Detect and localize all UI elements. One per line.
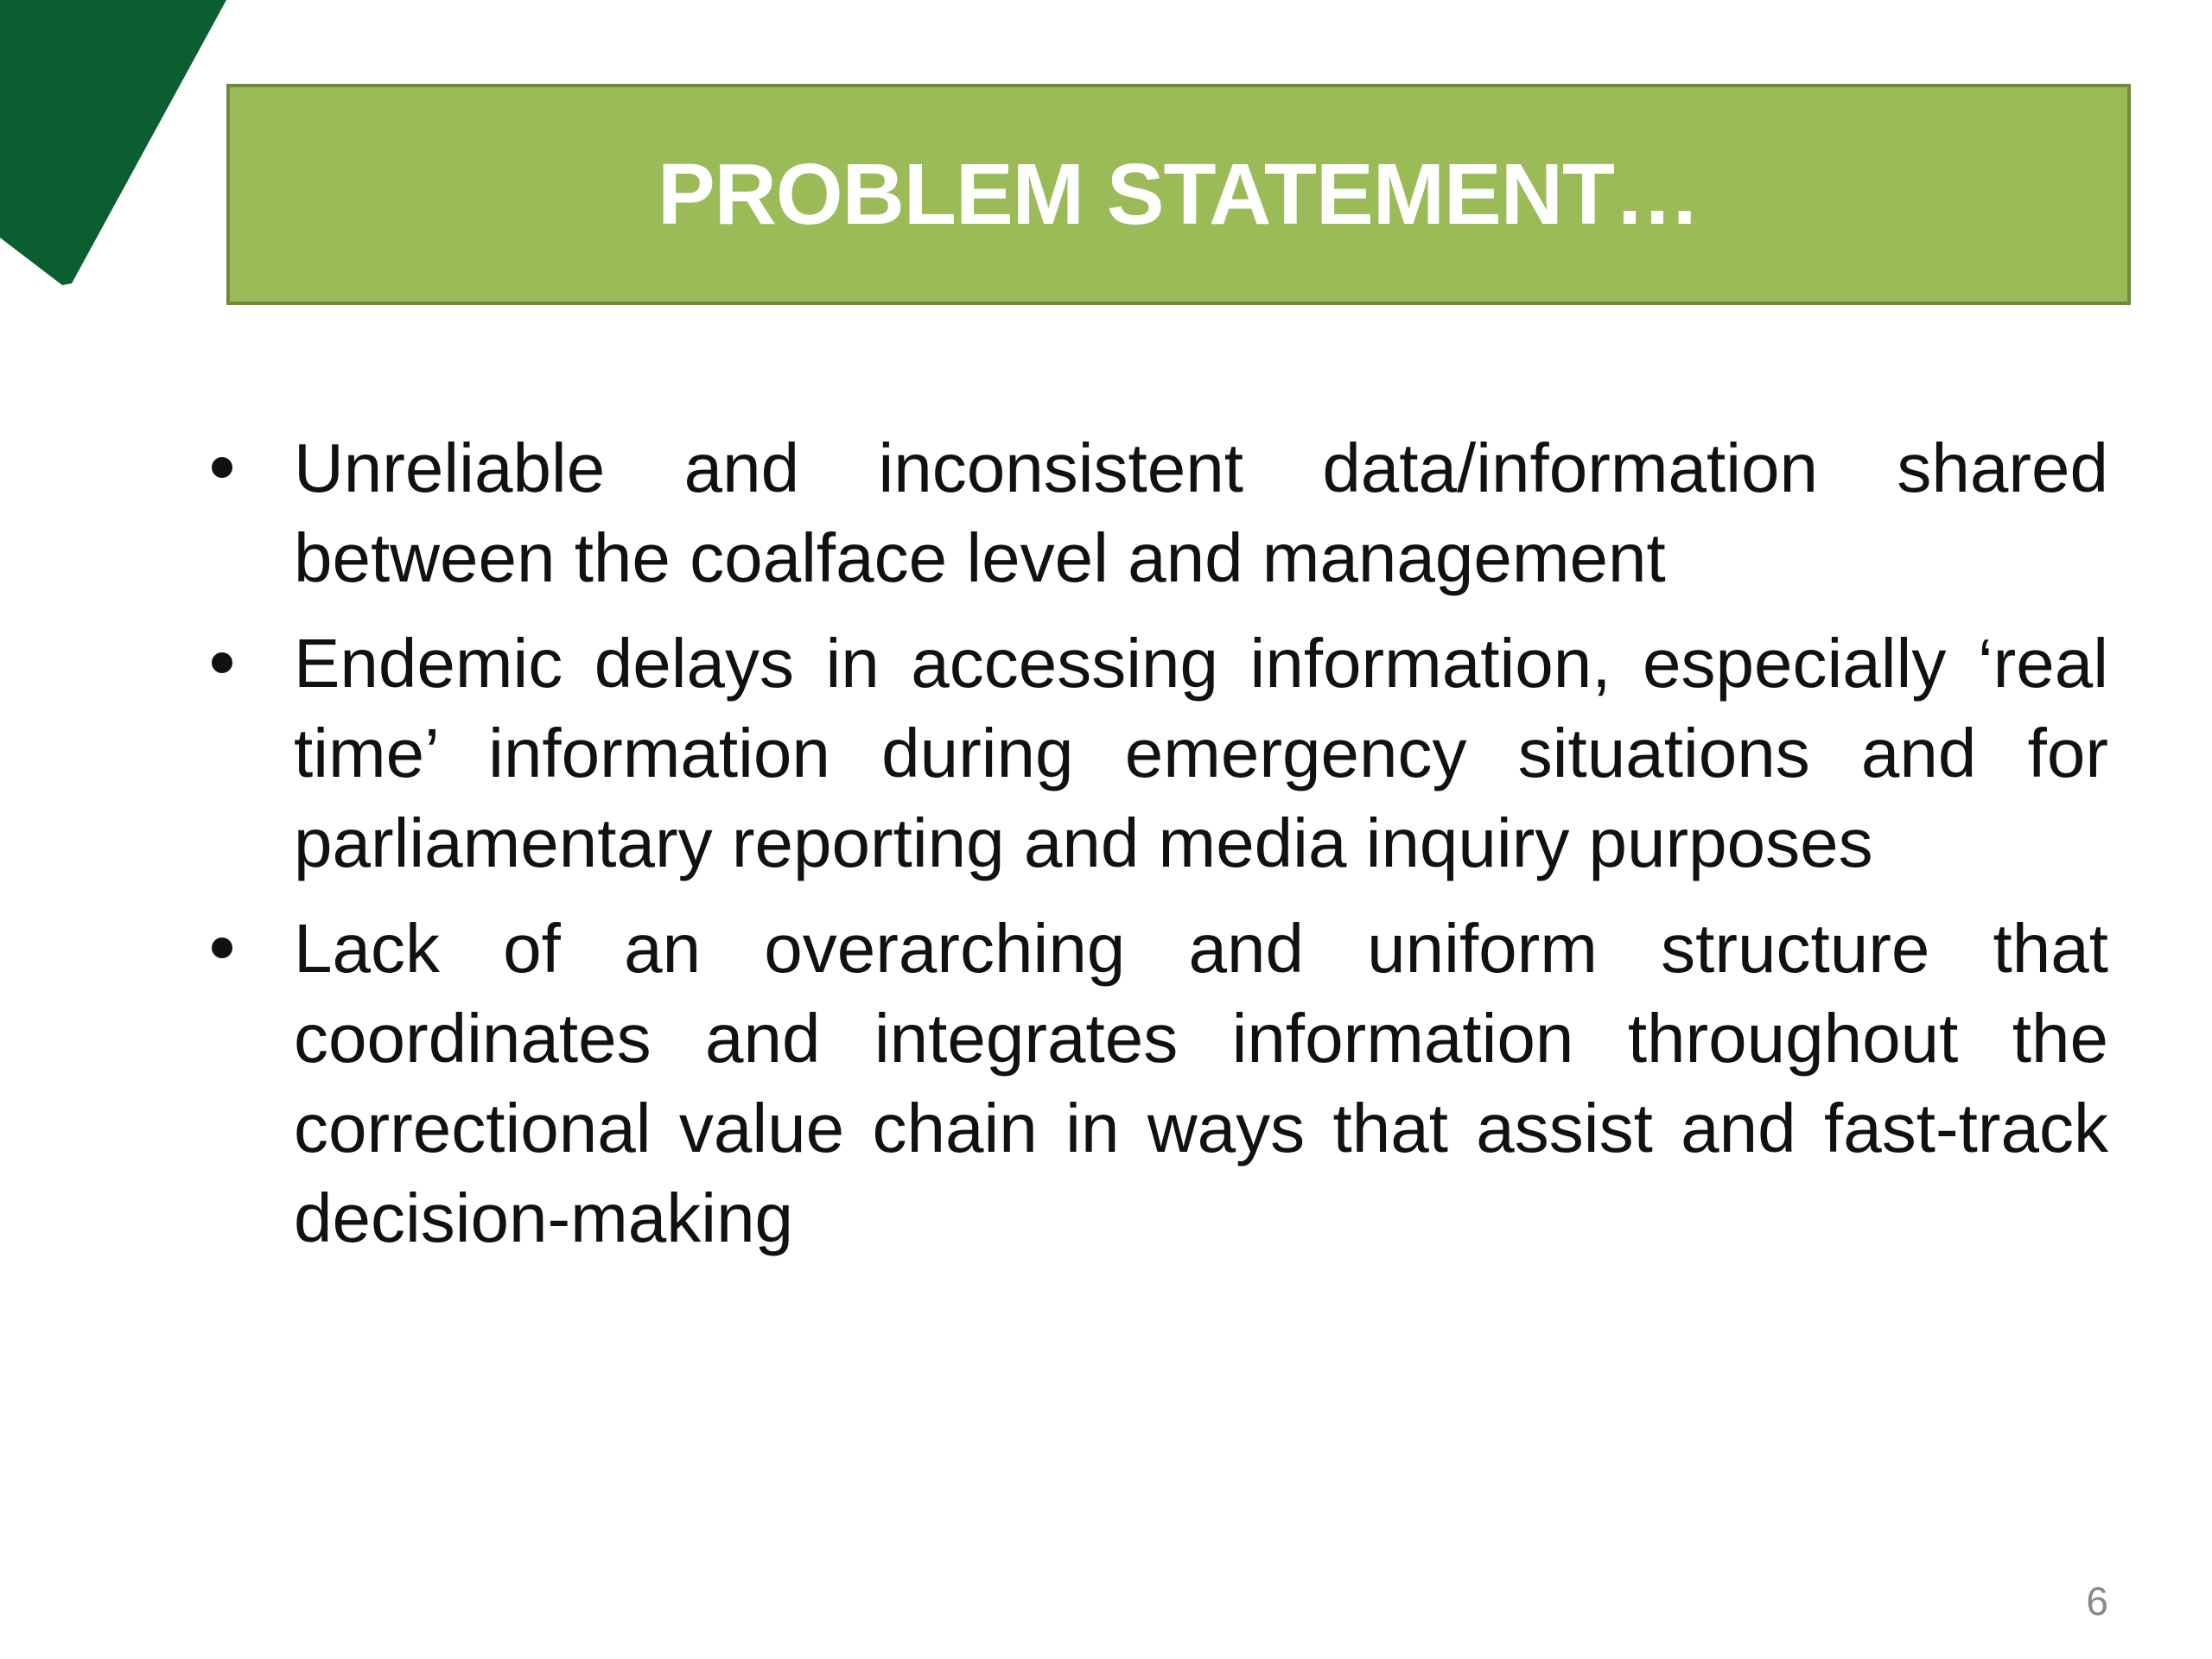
slide-title: PROBLEM STATEMENT… (657, 145, 1700, 243)
bullet-text: Unreliable and inconsistent data/information shared between the coalface level and management (294, 429, 2108, 596)
page-number: 6 (2086, 1579, 2108, 1624)
bullet-item (207, 619, 2108, 888)
bullet-icon (212, 457, 232, 478)
corner-decoration-shape (0, 0, 226, 285)
bullet-item (207, 904, 2108, 1263)
title-banner (226, 84, 2131, 305)
bullet-text: Endemic delays in accessing information, especially ‘real time’ information during emergency situations and for parliamentary reporting and media inquiry purposes (294, 625, 2108, 881)
bullet-icon (212, 652, 232, 673)
bullet-icon (212, 938, 232, 958)
bullet-list (207, 423, 2108, 1279)
corner-decoration (0, 0, 233, 294)
bullet-text: Lack of an overarching and uniform structure that coordinates and integrates information throughout the correctional value chain in ways that assist and fast-track decision-making (294, 910, 2108, 1256)
bullet-item (207, 423, 2108, 603)
